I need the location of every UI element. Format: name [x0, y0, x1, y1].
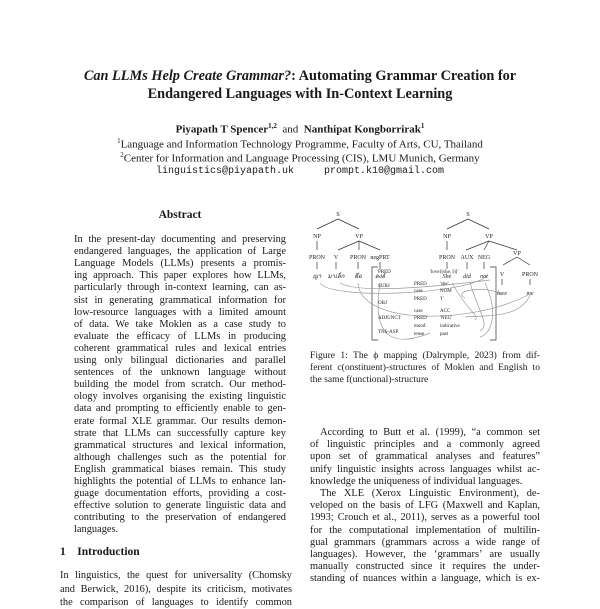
email-2[interactable]: prompt.k10@gmail.com: [324, 166, 445, 177]
text-line: using only bilingual dictionaries and parallel: [74, 355, 286, 366]
tree-node: PRON: [308, 255, 326, 261]
text-line: the same f(unctional)-structure: [310, 373, 429, 385]
tree-node: S: [336, 212, 340, 218]
tree-node: VP: [355, 234, 363, 240]
tree-node: NP: [443, 234, 451, 240]
text-line: sentences of the unknown language without: [74, 367, 286, 379]
text-line: guage documentation efforts, providing a cost-: [74, 488, 286, 500]
text-line: particularly through in-context learning, can as-: [74, 282, 286, 294]
text-line: and Berwick, 2016), despite its criticism, motivates: [60, 583, 292, 595]
text-line: languages). However, the ‘grammars’ are usually: [310, 549, 540, 560]
affiliation-1: [0, 137, 600, 151]
tree-node: V: [499, 272, 505, 278]
fstruct-attr: ADJUNCT: [378, 316, 401, 321]
text-line: English grammatical biases remain. This study: [74, 463, 286, 475]
text-line: coherent grammatical rules and lexical entries: [74, 342, 286, 354]
tree-word: ญา: [312, 274, 322, 280]
author-1-sup: 1,2: [268, 122, 277, 130]
fstruct-attr: mood: [414, 324, 426, 329]
text-line: low-resource languages with a limited amount: [74, 306, 286, 318]
text-line: effective solution to generate linguistic data and: [74, 500, 286, 512]
tree-word: She: [442, 274, 452, 280]
aff-sup: 1: [117, 137, 121, 145]
email-1[interactable]: linguistics@piyapath.uk: [155, 166, 294, 177]
text-line: knowledge the uniqueness of individual languages.: [310, 475, 523, 487]
text-line: 1993; Crouch et al., 2011), serves as a powerful tool: [310, 512, 540, 524]
author-2: Nanthipat Kongborrirak: [303, 123, 421, 136]
text-line: unify linguistic insights across languages whilst ac-: [310, 463, 540, 475]
tree-node: PRON: [521, 272, 539, 278]
paper-title-line-2: Endangered Languages with In-Context Learning: [147, 86, 453, 102]
author-2-sup: 1: [420, 122, 425, 130]
text-line: According to Butt et al. (1999), “a common set: [320, 427, 540, 438]
text-line: gual grammars (grammars across a wide range of: [310, 536, 540, 548]
affiliation-2: [0, 151, 600, 165]
text-line: sist in generating grammatical information for: [74, 294, 286, 306]
text-line: although challenges such as the potential for: [74, 451, 286, 463]
tree-node: NP: [313, 234, 321, 240]
text-line: evaluate the efficacy of LLMs in producing: [74, 330, 286, 342]
tree-node: negPRT: [370, 255, 390, 261]
fstruct-value: 'I': [440, 297, 444, 302]
tree-word: ฮึ่อ: [354, 274, 362, 280]
text-line: The XLE (Xerox Linguistic Environment), de-: [320, 488, 540, 499]
tree-word: ลงอ์: [374, 274, 386, 280]
text-line: In linguistics, the quest for universality (Chomsky: [60, 570, 292, 581]
text-line: grammatical structures and lexical information,: [74, 439, 286, 451]
section-number: 1: [60, 546, 66, 558]
tree-node: VP: [485, 234, 493, 240]
fstruct-attr: tense: [414, 332, 425, 337]
fstruct-attr: TNS-ASP: [378, 330, 399, 335]
text-line: of data. We take Moklen as a case study to: [74, 318, 286, 330]
tree-node: PRON: [349, 255, 367, 261]
text-line: manually constructed since it requires the under-: [310, 561, 540, 573]
text-line: contributing to the preservation of endangered: [74, 512, 286, 524]
figure-1-diagram: [300, 205, 540, 345]
author-1: Piyapath T Spencer: [175, 123, 269, 136]
fstruct-value: NOM: [440, 289, 452, 294]
tree-node: V: [333, 255, 339, 261]
text-line: In the present-day documenting and preserving: [74, 234, 286, 245]
text-line: Figure 1: The ϕ mapping (Dalrymple, 2023) from dif-: [310, 350, 540, 361]
title-rest: : Automating Grammar Creation for: [291, 68, 517, 84]
abstract-heading: Abstract: [158, 209, 202, 221]
text-line: endangered languages, the application of Large: [74, 246, 286, 258]
text-line: veloped on the basis of LFG (Maxwell and Kaplan,: [310, 500, 540, 512]
tree-node: VP: [513, 251, 521, 257]
text-line: ing approach. This paper explores how LLMs,: [74, 270, 286, 282]
text-line: Language Models (LLMs) presents a promis-: [74, 258, 286, 270]
aff-text: Center for Information and Language Processing (CIS), LMU Munich, Germany: [123, 152, 480, 165]
aff-sup: 2: [120, 151, 124, 159]
authors: [0, 122, 600, 136]
fstruct-attr: PRED: [414, 282, 427, 287]
text-line: ology involves organising the existing linguistic: [74, 391, 286, 403]
fstruct-value: 'she': [440, 282, 449, 287]
fstruct-value: ACC: [440, 309, 451, 314]
text-line: of linguistic principles and a commonly agreed: [310, 439, 540, 451]
aff-text: Language and Information Technology Programme, Faculty of Arts, CU, Thailand: [120, 138, 483, 151]
tree-word: did: [463, 274, 471, 280]
fstruct-value: indicative: [440, 324, 460, 329]
fstruct-value: 'NEG': [440, 316, 453, 321]
tree-node: NEG: [477, 255, 491, 261]
tree-node: S: [466, 212, 470, 218]
tree-node: PRON: [438, 255, 456, 261]
paper-title-line-1: [0, 68, 600, 85]
text-line: for the computational implementation of multilin-: [310, 524, 540, 536]
text-line: highlights the potential of LLMs to enhance lan-: [74, 476, 286, 487]
tree-word: love: [497, 291, 507, 297]
text-line: the comparison of languages to identify common: [60, 597, 292, 609]
text-line: upon set of grammatical analyses and features”: [310, 451, 540, 463]
fstruct-attr: case: [414, 309, 423, 314]
tree-edges: [317, 219, 530, 340]
text-line: ferent c(onstituent)-structures of Moklen and English to: [310, 361, 540, 373]
fstruct-attr: OBJ: [378, 301, 387, 306]
tree-word: มาเล็ก: [327, 274, 345, 280]
fstruct-attr: PRED: [378, 270, 391, 275]
text-line: building the model from scratch. Our method-: [74, 379, 286, 391]
tree-word: not: [480, 274, 488, 280]
fstruct-value: past: [440, 332, 449, 337]
emails: [0, 166, 600, 177]
text-line: languages.: [74, 524, 119, 536]
intro-heading: [60, 546, 140, 558]
fstruct-value: 'love⟨(she, I)⟩': [430, 270, 459, 275]
text-line: standing of nuances within a language, which is ex-: [310, 573, 540, 585]
title-italic: Can LLMs Help Create Grammar?: [83, 68, 292, 84]
fstruct-attr: PRED: [414, 316, 427, 321]
text-line: strate that LLMs can successfully capture key: [74, 427, 286, 439]
fstruct-attr: case: [414, 289, 423, 294]
section-title: Introduction: [77, 546, 140, 558]
fstruct-attr: PRED: [414, 297, 427, 302]
fstruct-attr: SUBJ: [378, 284, 390, 289]
text-line: data and prompting to efficiently enable to gen-: [74, 403, 286, 415]
and: and: [282, 123, 299, 136]
tree-word: me: [526, 291, 534, 297]
tree-node: AUX: [460, 255, 474, 261]
text-line: erate formal XLE grammar. Our results demon-: [74, 415, 286, 427]
